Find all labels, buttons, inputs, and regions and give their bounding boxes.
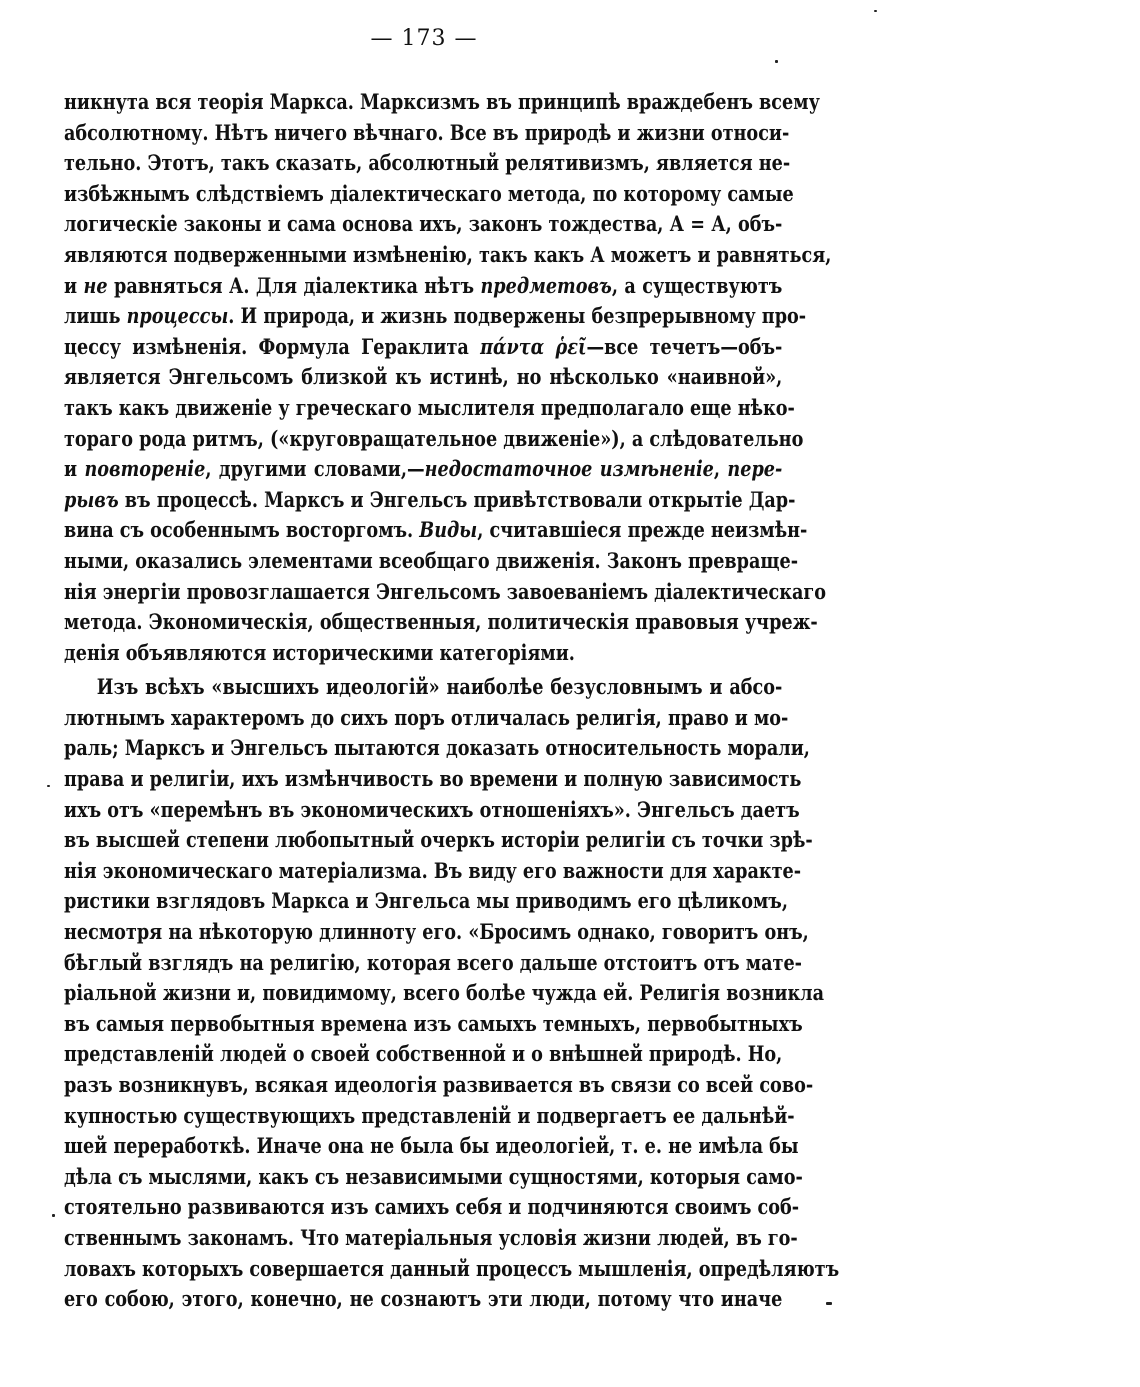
text-line: нія энергіи провозглашается Энгельсомъ завоеваніемъ діалектическаго — [64, 579, 826, 605]
text-line: метода. Экономическія, общественныя, политическія правовыя учреж- — [64, 610, 818, 636]
text-line: въ высшей степени любопытный очеркъ исторіи религіи съ точки зрѣ- — [64, 828, 813, 854]
text-line: тораго рода ритмъ, («круговращательное движеніе»), а слѣдовательно — [64, 426, 804, 452]
text-line: его собою, этого, конечно, не сознаютъ эти люди, потому что иначе — [64, 1287, 783, 1313]
text-line: права и религіи, ихъ измѣнчивость во времени и полную зависимость — [64, 767, 802, 793]
text-line: представленій людей о своей собственной и о внѣшней природѣ. Но, — [64, 1042, 783, 1068]
scan-speck — [47, 785, 50, 787]
scan-speck — [775, 60, 778, 63]
page-number: — 173 — — [370, 26, 478, 51]
text-line: лютнымъ характеромъ до сихъ поръ отличалась религія, право и мо- — [64, 705, 789, 731]
text-line: купностью существующихъ представленій и подвергаетъ ее дальнѣй- — [64, 1103, 795, 1129]
paragraph-start-line: Изъ всѣхъ «высшихъ идеологій» наиболѣе безусловнымъ и абсо- — [96, 675, 783, 701]
text-line: денія объявляются историческими категоріями. — [64, 640, 575, 666]
text-line: стоятельно развиваются изъ самихъ себя и подчиняются своимъ соб- — [64, 1195, 800, 1221]
text-line: абсолютному. Нѣтъ ничего вѣчнаго. Все въ природѣ и жизни относи- — [64, 120, 790, 146]
text-line: дѣла съ мыслями, какъ съ независимыми сущностями, которыя само- — [64, 1164, 803, 1190]
text-line: тельно. Этотъ, такъ сказать, абсолютный релятивизмъ, является не- — [64, 151, 791, 177]
text-line: нія экономическаго матеріализма. Въ виду его важности для характе- — [64, 858, 802, 884]
scan-speck — [874, 10, 877, 12]
text-line: ристики взглядовъ Маркса и Энгельса мы приводимъ его цѣликомъ, — [64, 889, 788, 915]
text-line: такъ какъ движеніе у греческаго мыслителя предполагало еще нѣко- — [64, 395, 795, 421]
text-line: рывъ въ процессѣ. Марксъ и Энгельсъ привѣтствовали открытіе Дар- — [64, 487, 796, 513]
text-line: лишь процессы. И природа, и жизнь подвержены безпрерывному про- — [64, 304, 807, 330]
text-line: несмотря на нѣкоторую длинноту его. «Бросимъ однако, говоритъ онъ, — [64, 920, 809, 946]
text-line: цессу измѣненія. Формула Гераклита πάντα ῥεῖ—все течетъ—объ- — [64, 334, 783, 360]
text-line: ріальной жизни и, повидимому, всего болѣе чужда ей. Религія возникла — [64, 981, 825, 1007]
text-line: ловахъ которыхъ совершается данный процессъ мышленія, опредѣляютъ — [64, 1256, 840, 1282]
text-line: ственнымъ законамъ. Что матеріальныя условія жизни людей, въ го- — [64, 1225, 798, 1251]
text-line: раль; Марксъ и Энгельсъ пытаются доказать относительность морали, — [64, 736, 810, 762]
text-line: шей переработкѣ. Иначе она не была бы идеологіей, т. е. не имѣла бы — [64, 1134, 799, 1160]
page-body — [64, 88, 840, 1316]
text-line: логическіе законы и сама основа ихъ, законъ тождества, А = А, объ- — [64, 212, 783, 238]
text-line: и повтореніе, другими словами,—недостаточное измѣненіе, пере- — [64, 457, 783, 483]
scan-speck — [826, 1302, 832, 1305]
text-line: являются подверженными измѣненію, такъ какъ А можетъ и равняться, — [64, 242, 832, 268]
text-line: ными, оказались элементами всеобщаго движенія. Законъ превраще- — [64, 548, 799, 574]
text-line: ихъ отъ «перемѣнъ въ экономическихъ отношеніяхъ». Энгельсъ даетъ — [64, 797, 800, 823]
text-line: никнута вся теорія Маркса. Марксизмъ въ принципѣ враждебенъ всему — [64, 90, 820, 115]
text-line: бѣглый взглядъ на религію, которая всего дальше отстоитъ отъ мате- — [64, 950, 802, 976]
scan-speck — [52, 1214, 55, 1217]
text-line: разъ возникнувъ, всякая идеологія развивается въ связи со всей сово- — [64, 1073, 814, 1098]
text-line: вина съ особеннымъ восторгомъ. Виды, считавшіеся прежде неизмѣн- — [64, 518, 808, 544]
text-line: и не равняться А. Для діалектика нѣтъ предметовъ, а существуютъ — [64, 273, 783, 299]
text-line: избѣжнымъ слѣдствіемъ діалектическаго метода, по которому самые — [64, 181, 794, 207]
text-line: является Энгельсомъ близкой къ истинѣ, но нѣсколько «наивной», — [64, 365, 783, 391]
text-line: въ самыя первобытныя времена изъ самыхъ темныхъ, первобытныхъ — [64, 1011, 803, 1037]
